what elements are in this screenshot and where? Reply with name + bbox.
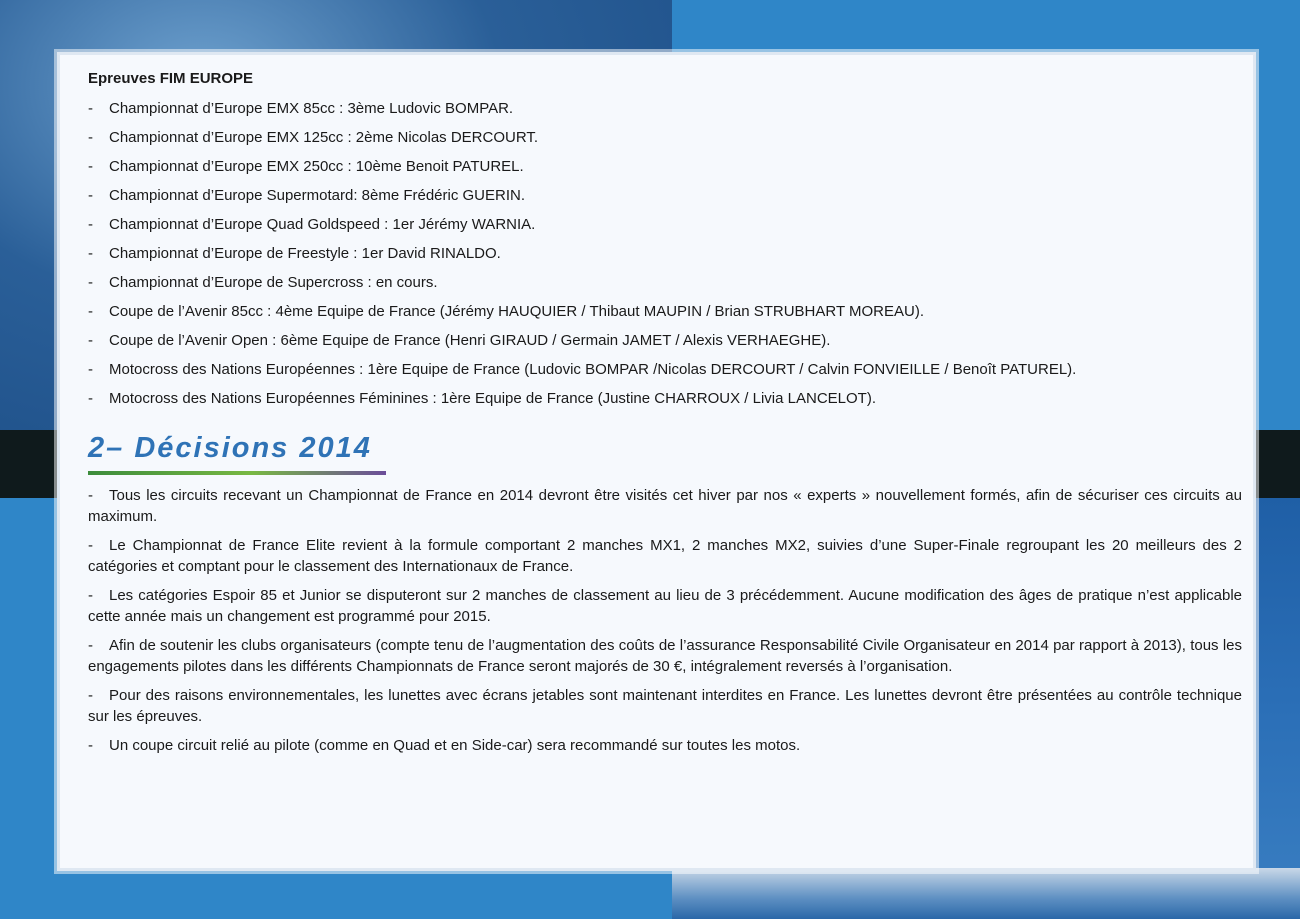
list-item-text: Championnat d’Europe Quad Goldspeed : 1er Jérémy WARNIA.: [109, 216, 536, 233]
decisions-heading: 2– Décisions 2014: [88, 432, 372, 464]
decision-text: Le Championnat de France Elite revient à la formule comportant 2 manches MX1, 2 manches MX2, suivies d’une Super-Finale regroupant les 20 meilleurs des 2 catégories et comptant pour le classement des Internationaux de France.: [88, 537, 1242, 575]
document-content: [88, 68, 1242, 764]
decision-paragraph: [88, 585, 1242, 627]
list-item-text: Coupe de l’Avenir Open : 6ème Equipe de France (Henri GIRAUD / Germain JAMET / Alexis VERHAEGHE).: [109, 332, 831, 349]
list-dash: -: [88, 245, 93, 262]
list-dash: -: [88, 587, 93, 604]
list-item-text: Championnat d’Europe EMX 250cc : 10ème Benoit PATUREL.: [109, 158, 524, 175]
decision-paragraph: [88, 735, 1242, 756]
list-item-text: Championnat d’Europe EMX 125cc : 2ème Nicolas DERCOURT.: [109, 129, 539, 146]
decisions-heading-block: [88, 431, 1242, 481]
list-item-text: Motocross des Nations Européennes : 1ère Equipe de France (Ludovic BOMPAR /Nicolas DERCOURT / Calvin FONVIEILLE / Benoît PATUREL).: [109, 361, 1077, 378]
list-item-text: Coupe de l’Avenir 85cc : 4ème Equipe de France (Jérémy HAUQUIER / Thibaut MAUPIN / Brian STRUBHART MOREAU).: [109, 303, 925, 320]
decision-paragraph: [88, 685, 1242, 727]
list-item: [88, 326, 1242, 355]
decision-text: Pour des raisons environnementales, les lunettes avec écrans jetables sont maintenant interdites en France. Les lunettes devront être présentées au contrôle technique sur les épreuves.: [88, 687, 1242, 725]
list-item: [88, 297, 1242, 326]
list-dash: -: [88, 487, 93, 504]
list-dash: -: [88, 303, 93, 320]
list-item: [88, 210, 1242, 239]
decisions-list: [88, 485, 1242, 756]
decision-paragraph: [88, 635, 1242, 677]
list-dash: -: [88, 332, 93, 349]
list-item: [88, 355, 1242, 384]
list-item: [88, 94, 1242, 123]
fim-section-title: Epreuves FIM EUROPE: [88, 70, 254, 87]
list-dash: -: [88, 637, 93, 654]
list-item-text: Championnat d’Europe de Freestyle : 1er David RINALDO.: [109, 245, 501, 262]
list-item: [88, 268, 1242, 297]
list-dash: -: [88, 737, 93, 754]
list-dash: -: [88, 390, 93, 407]
list-item-text: Championnat d’Europe Supermotard: 8ème Frédéric GUERIN.: [109, 187, 526, 204]
list-dash: -: [88, 187, 93, 204]
list-item: [88, 239, 1242, 268]
list-item: [88, 152, 1242, 181]
list-item: [88, 123, 1242, 152]
decision-text: Les catégories Espoir 85 et Junior se disputeront sur 2 manches de classement au lieu de 3 précédemment. Aucune modification des âges de pratique n’est applicable cette année mais un changement est programmé pour 2015.: [88, 587, 1242, 625]
decision-paragraph: [88, 485, 1242, 527]
decision-text: Un coupe circuit relié au pilote (comme en Quad et en Side-car) sera recommandé sur toutes les motos.: [109, 737, 801, 754]
fim-results-list: [88, 94, 1242, 413]
list-dash: -: [88, 216, 93, 233]
background-photo-strip: [672, 868, 1300, 919]
list-item-text: Championnat d’Europe de Supercross : en cours.: [109, 274, 438, 291]
list-dash: -: [88, 537, 93, 554]
decision-text: Tous les circuits recevant un Championnat de France en 2014 devront être visités cet hiver par nos « experts » nouvellement formés, afin de sécuriser ces circuits au maximum.: [88, 487, 1242, 525]
heading-underline: [88, 471, 386, 475]
list-dash: -: [88, 687, 93, 704]
list-item-text: Championnat d’Europe EMX 85cc : 3ème Ludovic BOMPAR.: [109, 100, 514, 117]
list-item-text: Motocross des Nations Européennes Féminines : 1ère Equipe de France (Justine CHARROUX / Livia LANCELOT).: [109, 390, 876, 407]
decision-paragraph: [88, 535, 1242, 577]
list-dash: -: [88, 158, 93, 175]
list-item: [88, 181, 1242, 210]
list-dash: -: [88, 100, 93, 117]
list-dash: -: [88, 361, 93, 378]
list-dash: -: [88, 129, 93, 146]
list-item: [88, 384, 1242, 413]
list-dash: -: [88, 274, 93, 291]
decision-text: Afin de soutenir les clubs organisateurs (compte tenu de l’augmentation des coûts de l’assurance Responsabilité Civile Organisateur en 2014 par rapport à 2013), tous les engagements pilotes dans les différents Championnats de France seront majorés de 30 €, intégralement reversés à l’organisation.: [88, 637, 1242, 675]
